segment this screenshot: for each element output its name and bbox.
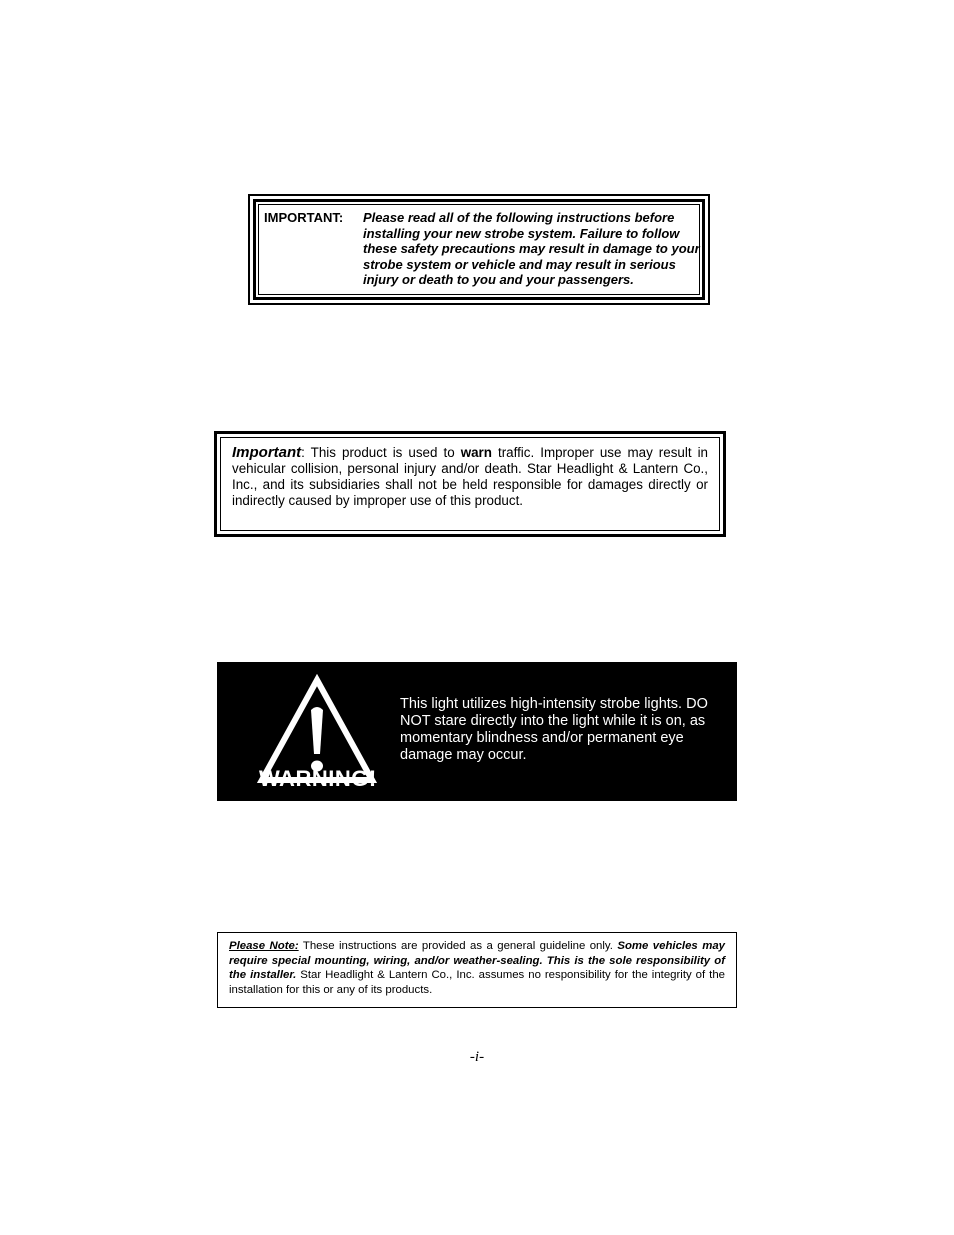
note-lead: Please Note: (229, 940, 299, 952)
warning-word: WARNING! (259, 766, 377, 791)
traffic-notice-lead: Important (232, 444, 302, 461)
traffic-warning-notice (214, 431, 726, 537)
important-box-border (253, 199, 705, 300)
note-bold-italic: Some vehicles may require special mounting, wiring, and/or weather-sealing. This is the sole responsibility of the installer. (229, 940, 726, 981)
please-note-box (217, 932, 737, 1008)
page-number: -i- (469, 1049, 485, 1065)
traffic-notice-part1: : This product is used to (301, 445, 461, 460)
important-box-content (258, 204, 700, 295)
warning-banner (217, 662, 737, 801)
important-label: IMPORTANT: (264, 210, 344, 225)
note-part1: These instructions are provided as a general guideline only. (298, 940, 618, 952)
important-text: Please read all of the following instructions before installing your new strobe system. Failure to follow these safety precautions may result in damage to your strobe system or vehicle and may result in serious injury or death to you and your passengers. (363, 210, 700, 287)
traffic-notice-part2: traffic. Improper use may result in vehicular collision, personal injury and/or death. Star Headlight & Lantern Co., Inc., and its subsidiaries shall not be held responsible for damages directly or indirectly caused by improper use of this product. (232, 445, 708, 508)
note-part2: Star Headlight & Lantern Co., Inc. assumes no responsibility for the integrity of the installation for this or any of its products. (229, 969, 725, 996)
traffic-notice-content (220, 437, 720, 531)
important-instructions-box (248, 194, 710, 305)
warning-text: This light utilizes high-intensity strobe lights. DO NOT stare directly into the light while it is on, as momentary blindness and/or permanent eye damage may occur. (400, 696, 708, 763)
traffic-notice-emphasis: warn (460, 445, 492, 460)
